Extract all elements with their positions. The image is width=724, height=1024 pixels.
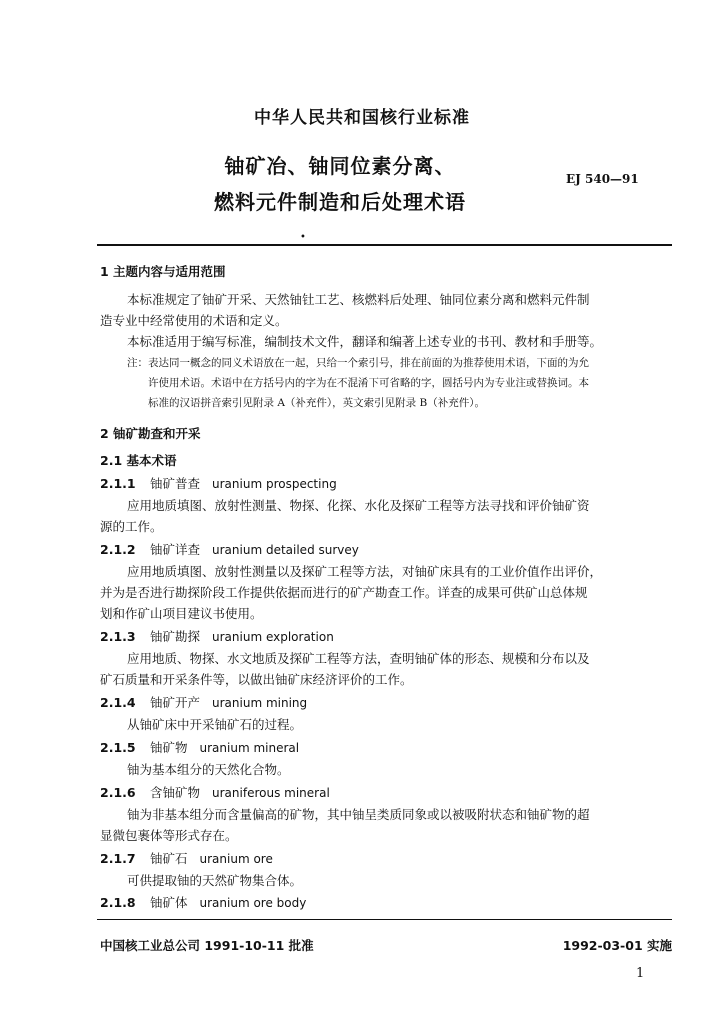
term-english: uranium mineral: [199, 741, 300, 755]
note-line-1: 注：表达同一概念的同义术语放在一起，只给一个索引号，排在前面的为推荐使用术语，下面的为允: [127, 357, 589, 369]
term-chinese: 铀矿石: [150, 851, 188, 866]
section-2-heading: 2 铀矿勘查和开采: [100, 426, 201, 441]
definition-2-1-1-line-2: 源的工作。: [100, 519, 163, 534]
term-english: uranium ore body: [199, 896, 307, 910]
term-chinese: 铀矿勘探: [150, 629, 201, 644]
term-chinese: 含铀矿物: [150, 785, 201, 800]
term-english: uranium detailed survey: [212, 543, 359, 557]
term-chinese: 铀矿体: [150, 895, 188, 910]
term-english: uranium ore: [199, 852, 273, 866]
note-line-2: 许使用术语。术语中在方括号内的字为在不混淆下可省略的字，圆括号内为专业注或替换词。本: [148, 377, 589, 389]
footer-rule: [97, 919, 672, 920]
term-2-1-8: [100, 893, 306, 911]
implementation-date: 1992-03-01 实施: [562, 938, 672, 953]
definition-2-1-7: 可供提取铀的天然矿物集合体。: [127, 873, 303, 888]
scan-dot: •: [300, 232, 306, 243]
definition-2-1-3-line-1: 应用地质、物探、水文地质及探矿工程等方法，查明铀矿体的形态、规模和分布以及: [127, 651, 590, 666]
term-english: uranium mining: [212, 696, 308, 710]
term-number: 2.1.2: [100, 542, 136, 557]
definition-2-1-4: 从铀矿床中开采铀矿石的过程。: [127, 717, 303, 732]
term-number: 2.1.7: [100, 851, 136, 866]
term-2-1-7: [100, 849, 273, 867]
term-2-1-1: [100, 474, 337, 492]
section-1-paragraph-1-line-2: 造专业中经常使用的术语和定义。: [100, 313, 288, 328]
term-number: 2.1.3: [100, 629, 136, 644]
page-number: 1: [636, 966, 645, 981]
definition-2-1-3-line-2: 矿石质量和开采条件等，以做出铀矿床经济评价的工作。: [100, 672, 413, 687]
definition-2-1-2-line-2: 并为是否进行勘探阶段工作提供依据而进行的矿产勘查工作。详查的成果可供矿山总体规: [100, 585, 588, 600]
term-english: uranium exploration: [212, 630, 334, 644]
term-english: uranium prospecting: [212, 477, 337, 491]
term-number: 2.1.1: [100, 476, 136, 491]
term-chinese: 铀矿物: [150, 740, 188, 755]
definition-2-1-2-line-3: 划和作矿山项目建议书使用。: [100, 606, 263, 621]
term-chinese: 铀矿详查: [150, 542, 201, 557]
term-number: 2.1.4: [100, 695, 136, 710]
approval-date: 中国核工业总公司 1991-10-11 批准: [100, 938, 314, 953]
definition-2-1-2-line-1: 应用地质填图、放射性测量以及探矿工程等方法，对铀矿床具有的工业价值作出评价，: [127, 564, 603, 579]
document-title-line1: 铀矿冶、铀同位素分离、: [224, 154, 456, 178]
standard-code: EJ 540—91: [566, 172, 639, 186]
term-number: 2.1.5: [100, 740, 136, 755]
section-1-paragraph-2: 本标准适用于编写标准，编制技术文件，翻译和编著上述专业的书刊、教材和手册等。: [127, 334, 603, 349]
definition-2-1-1-line-1: 应用地质填图、放射性测量、物探、化探、水化及探矿工程等方法寻找和评价铀矿资: [127, 498, 590, 513]
section-2-1-heading: 2.1 基本术语: [100, 453, 177, 468]
term-2-1-5: [100, 738, 299, 756]
definition-2-1-6-line-2: 显微包裹体等形式存在。: [100, 828, 238, 843]
definition-2-1-5: 铀为基本组分的天然化合物。: [127, 762, 290, 777]
term-2-1-4: [100, 693, 307, 711]
term-2-1-6: [100, 783, 330, 801]
header-rule: [97, 244, 672, 246]
document-title-line2: 燃料元件制造和后处理术语: [214, 190, 466, 214]
term-number: 2.1.8: [100, 895, 136, 910]
note-line-3: 标准的汉语拼音索引见附录 A（补充件），英文索引见附录 B（补充件）。: [148, 397, 485, 409]
section-1-heading: 1 主题内容与适用范围: [100, 264, 226, 279]
term-2-1-3: [100, 627, 334, 645]
document-org-header: 中华人民共和国核行业标准: [254, 108, 470, 128]
term-english: uraniferous mineral: [212, 786, 330, 800]
term-chinese: 铀矿普查: [150, 476, 201, 491]
term-chinese: 铀矿开产: [150, 695, 201, 710]
term-2-1-2: [100, 540, 359, 558]
definition-2-1-6-line-1: 铀为非基本组分而含量偏高的矿物，其中铀呈类质同象或以被吸附状态和铀矿物的超: [127, 807, 590, 822]
term-number: 2.1.6: [100, 785, 136, 800]
section-1-paragraph-1-line-1: 本标准规定了铀矿开采、天然铀钍工艺、核燃料后处理、铀同位素分离和燃料元件制: [127, 292, 590, 307]
